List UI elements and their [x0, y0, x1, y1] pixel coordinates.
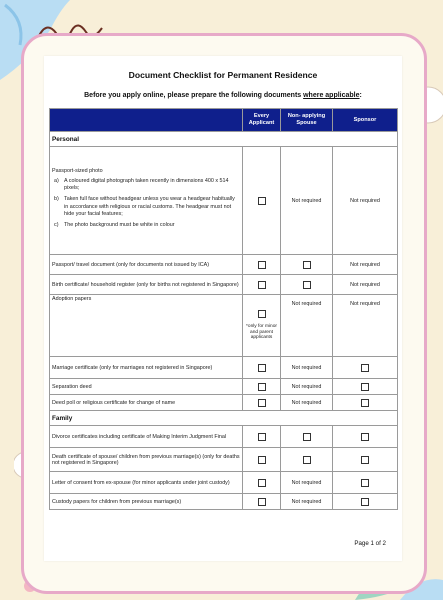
checkbox[interactable]: [361, 498, 369, 506]
checkbox[interactable]: [258, 310, 266, 318]
photo-requirements-list: [52, 178, 240, 228]
section-family: Family: [50, 411, 398, 426]
row-label: Passport/ travel document (only for documents not issued by ICA): [50, 255, 243, 275]
checkbox[interactable]: [258, 479, 266, 487]
table-row: [50, 275, 398, 295]
photo-label: Passport-sized photo: [52, 168, 103, 175]
checklist-table: [49, 108, 398, 510]
row-label: Marriage certificate (only for marriages not registered in Singapore): [50, 357, 243, 379]
spouse-cell: [281, 255, 333, 275]
section-personal: Personal: [50, 132, 398, 147]
every-applicant-cell: [243, 275, 281, 295]
list-item: [54, 196, 240, 217]
checkbox[interactable]: [258, 261, 266, 269]
spouse-cell: Not required: [281, 357, 333, 379]
table-row: [50, 448, 398, 472]
every-applicant-cell: [243, 295, 281, 357]
every-applicant-cell: [243, 357, 281, 379]
sponsor-cell: [333, 472, 398, 494]
spouse-cell: Not required: [281, 395, 333, 411]
table-row: [50, 379, 398, 395]
checkbox[interactable]: [258, 364, 266, 372]
list-text: Taken full face without headgear unless you wear a headgear habitually in accordance with religious or racial customs. The headgear must not hide your facial features;: [64, 196, 235, 217]
row-label: Letter of consent from ex-spouse (for minor applicants under joint custody): [50, 472, 243, 494]
row-label: Adoption papers: [50, 295, 243, 357]
subtitle-underlined: where applicable: [303, 92, 360, 99]
section-row: [50, 411, 398, 426]
checkbox[interactable]: [361, 479, 369, 487]
checkbox[interactable]: [361, 399, 369, 407]
checkbox[interactable]: [303, 433, 311, 441]
table-row: [50, 295, 398, 357]
table-header-row: [50, 109, 398, 132]
checkbox[interactable]: [258, 456, 266, 464]
list-letter: a): [54, 178, 59, 185]
list-item: [54, 221, 240, 229]
document-subtitle: [44, 92, 402, 99]
checkbox[interactable]: [258, 498, 266, 506]
list-text: A coloured digital photograph taken recently in dimensions 400 x 514 pixels;: [64, 178, 229, 192]
checkbox[interactable]: [361, 383, 369, 391]
spouse-cell: [281, 448, 333, 472]
spouse-cell: Not required: [281, 295, 333, 357]
every-applicant-cell: [243, 379, 281, 395]
checkbox[interactable]: [258, 281, 266, 289]
row-label: Birth certificate/ household register (only for births not registered in Singapore): [50, 275, 243, 295]
table-row: [50, 357, 398, 379]
row-label: Death certificate of spouse/ children from previous marriage(s) (only for deaths not registered in Singapore): [50, 448, 243, 472]
checkbox[interactable]: [303, 281, 311, 289]
sponsor-cell: [333, 426, 398, 448]
table-row: [50, 494, 398, 510]
row-label: Divorce certificates including certificate of Making Interim Judgment Final: [50, 426, 243, 448]
col-sponsor: Sponsor: [333, 109, 398, 132]
table-row: [50, 147, 398, 255]
table-row: [50, 395, 398, 411]
sponsor-cell: Not required: [333, 275, 398, 295]
every-applicant-cell: [243, 395, 281, 411]
checkbox[interactable]: [361, 456, 369, 464]
row-label: Deed poll or religious certificate for change of name: [50, 395, 243, 411]
sponsor-cell: [333, 395, 398, 411]
checkbox[interactable]: [303, 261, 311, 269]
list-text: The photo background must be white in colour: [64, 221, 175, 228]
col-non-applying-spouse: Non- applying Spouse: [281, 109, 333, 132]
table-row: [50, 426, 398, 448]
every-applicant-cell: [243, 472, 281, 494]
table-row: [50, 472, 398, 494]
every-applicant-cell: [243, 448, 281, 472]
sponsor-cell: [333, 448, 398, 472]
checkbox[interactable]: [258, 399, 266, 407]
spouse-cell: Not required: [281, 494, 333, 510]
table-row: [50, 255, 398, 275]
every-applicant-cell: [243, 147, 281, 255]
sponsor-cell: Not required: [333, 147, 398, 255]
checkbox[interactable]: [258, 383, 266, 391]
checkbox[interactable]: [258, 433, 266, 441]
spouse-cell: Not required: [281, 147, 333, 255]
row-label: Custody papers for children from previous marriage(s): [50, 494, 243, 510]
list-letter: b): [54, 196, 59, 203]
spouse-cell: [281, 426, 333, 448]
sponsor-cell: Not required: [333, 255, 398, 275]
list-letter: c): [54, 221, 59, 228]
checkbox[interactable]: [258, 197, 266, 205]
adoption-note: *only for minor and parent applicants: [246, 323, 277, 341]
spouse-cell: Not required: [281, 472, 333, 494]
subtitle-colon: :: [359, 92, 362, 99]
every-applicant-cell: [243, 494, 281, 510]
header-blank: [50, 109, 243, 132]
row-label: Separation deed: [50, 379, 243, 395]
document-title: Document Checklist for Permanent Residence: [128, 70, 318, 80]
every-applicant-cell: [243, 255, 281, 275]
section-row: [50, 132, 398, 147]
spouse-cell: Not required: [281, 379, 333, 395]
page-number: Page 1 of 2: [354, 540, 386, 547]
document-page: [44, 56, 402, 561]
sponsor-cell: [333, 494, 398, 510]
sponsor-cell: [333, 379, 398, 395]
checkbox[interactable]: [303, 456, 311, 464]
list-item: [54, 178, 240, 192]
subtitle-text: Before you apply online, please prepare the following documents: [84, 92, 304, 99]
row-label: [50, 147, 243, 255]
every-applicant-cell: [243, 426, 281, 448]
sponsor-cell: [333, 357, 398, 379]
checkbox[interactable]: [361, 364, 369, 372]
checkbox[interactable]: [361, 433, 369, 441]
spouse-cell: [281, 275, 333, 295]
col-every-applicant: Every Applicant: [243, 109, 281, 132]
sponsor-cell: Not required: [333, 295, 398, 357]
